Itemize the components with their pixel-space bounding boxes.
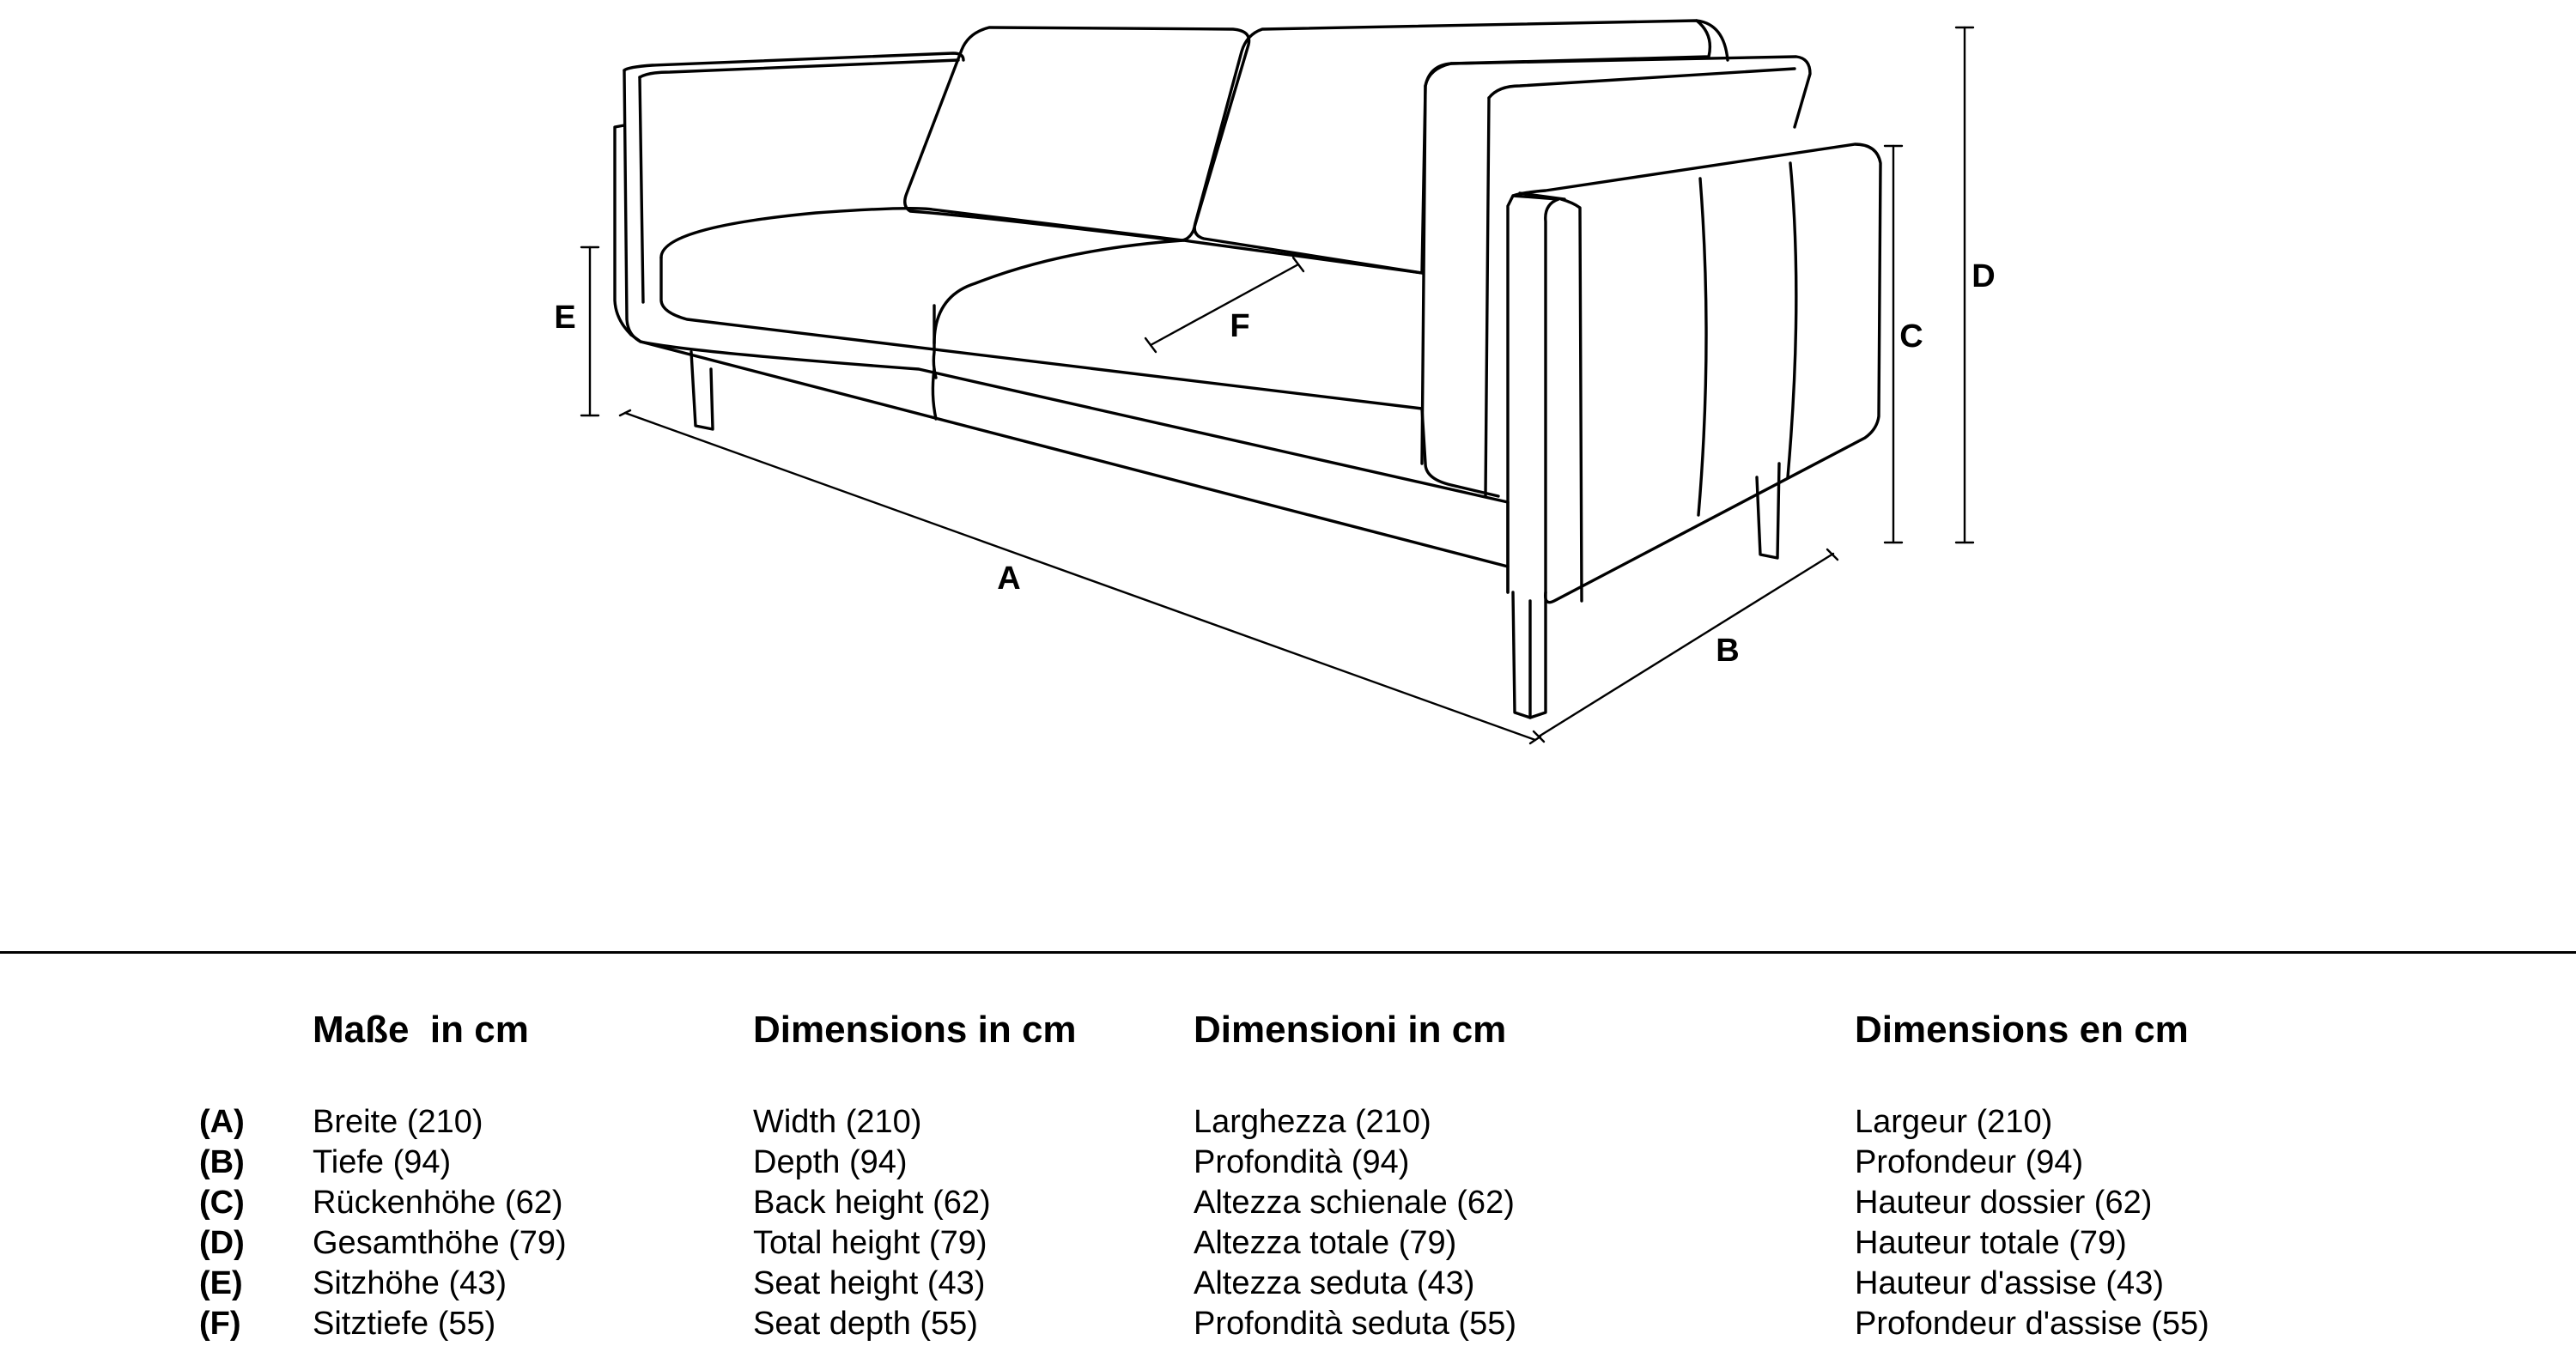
dimension-label-a: A (997, 561, 1021, 597)
column-title-italian: Dimensioni in cm (1194, 1009, 1507, 1051)
english-row-back-height: Back height (62) (753, 1185, 991, 1221)
german-row-total-height: Gesamthöhe (79) (313, 1225, 567, 1261)
german-row-back-height: Rückenhöhe (62) (313, 1185, 563, 1221)
german-row-seat-depth: Sitztiefe (55) (313, 1306, 496, 1342)
french-row-total-height: Hauteur totale (79) (1855, 1225, 2127, 1261)
dimensions-legend (0, 1004, 2576, 1346)
italian-row-back-height: Altezza schienale (62) (1194, 1185, 1515, 1221)
french-row-seat-depth: Profondeur d'assise (55) (1855, 1306, 2209, 1342)
german-row-seat-height: Sitzhöhe (43) (313, 1265, 507, 1301)
legend-column-french (1855, 1004, 2209, 1344)
sofa-legs (691, 352, 1779, 718)
legend-column-italian (1194, 1004, 1516, 1344)
back-cushions (905, 21, 1728, 273)
column-title-english: Dimensions in cm (753, 1009, 1077, 1051)
dimension-lines (581, 27, 1973, 743)
english-row-seat-height: Seat height (43) (753, 1265, 986, 1301)
legend-letters (199, 1102, 245, 1344)
italian-row-total-height: Altezza totale (79) (1194, 1225, 1457, 1261)
legend-column-english (753, 1004, 1077, 1344)
legend-letter-d: (D) (199, 1225, 245, 1261)
left-armrest (615, 53, 963, 342)
column-title-german: Maße in cm (313, 1009, 529, 1051)
italian-row-seat-depth: Profondità seduta (55) (1194, 1306, 1517, 1342)
right-armrest (1422, 57, 1880, 603)
dimension-label-e: E (554, 300, 576, 336)
french-row-back-height: Hauteur dossier (62) (1855, 1185, 2153, 1221)
legend-letter-e: (E) (199, 1265, 243, 1301)
english-row-width: Width (210) (753, 1104, 922, 1140)
legend-column-german (313, 1004, 567, 1344)
legend-letter-a: (A) (199, 1104, 245, 1140)
italian-row-depth: Profondità (94) (1194, 1144, 1410, 1180)
dimension-label-c: C (1899, 318, 1923, 355)
italian-row-seat-height: Altezza seduta (43) (1194, 1265, 1475, 1301)
legend-letter-b: (B) (199, 1144, 245, 1180)
column-title-french: Dimensions en cm (1855, 1009, 2189, 1051)
french-row-depth: Profondeur (94) (1855, 1144, 2084, 1180)
sofa-frame (631, 335, 1508, 592)
dimension-label-b: B (1716, 633, 1740, 669)
section-divider (0, 951, 2576, 954)
legend-letter-f: (F) (199, 1306, 241, 1342)
german-row-depth: Tiefe (94) (313, 1144, 452, 1180)
dimension-label-d: D (1971, 258, 1996, 294)
dimension-label-f: F (1230, 308, 1250, 344)
english-row-total-height: Total height (79) (753, 1225, 987, 1261)
italian-row-width: Larghezza (210) (1194, 1104, 1431, 1140)
english-row-seat-depth: Seat depth (55) (753, 1306, 978, 1342)
seat-cushions (661, 209, 1422, 419)
english-row-depth: Depth (94) (753, 1144, 908, 1180)
french-row-width: Largeur (210) (1855, 1104, 2053, 1140)
legend-letter-c: (C) (199, 1185, 245, 1221)
french-row-seat-height: Hauteur d'assise (43) (1855, 1265, 2164, 1301)
german-row-width: Breite (210) (313, 1104, 483, 1140)
